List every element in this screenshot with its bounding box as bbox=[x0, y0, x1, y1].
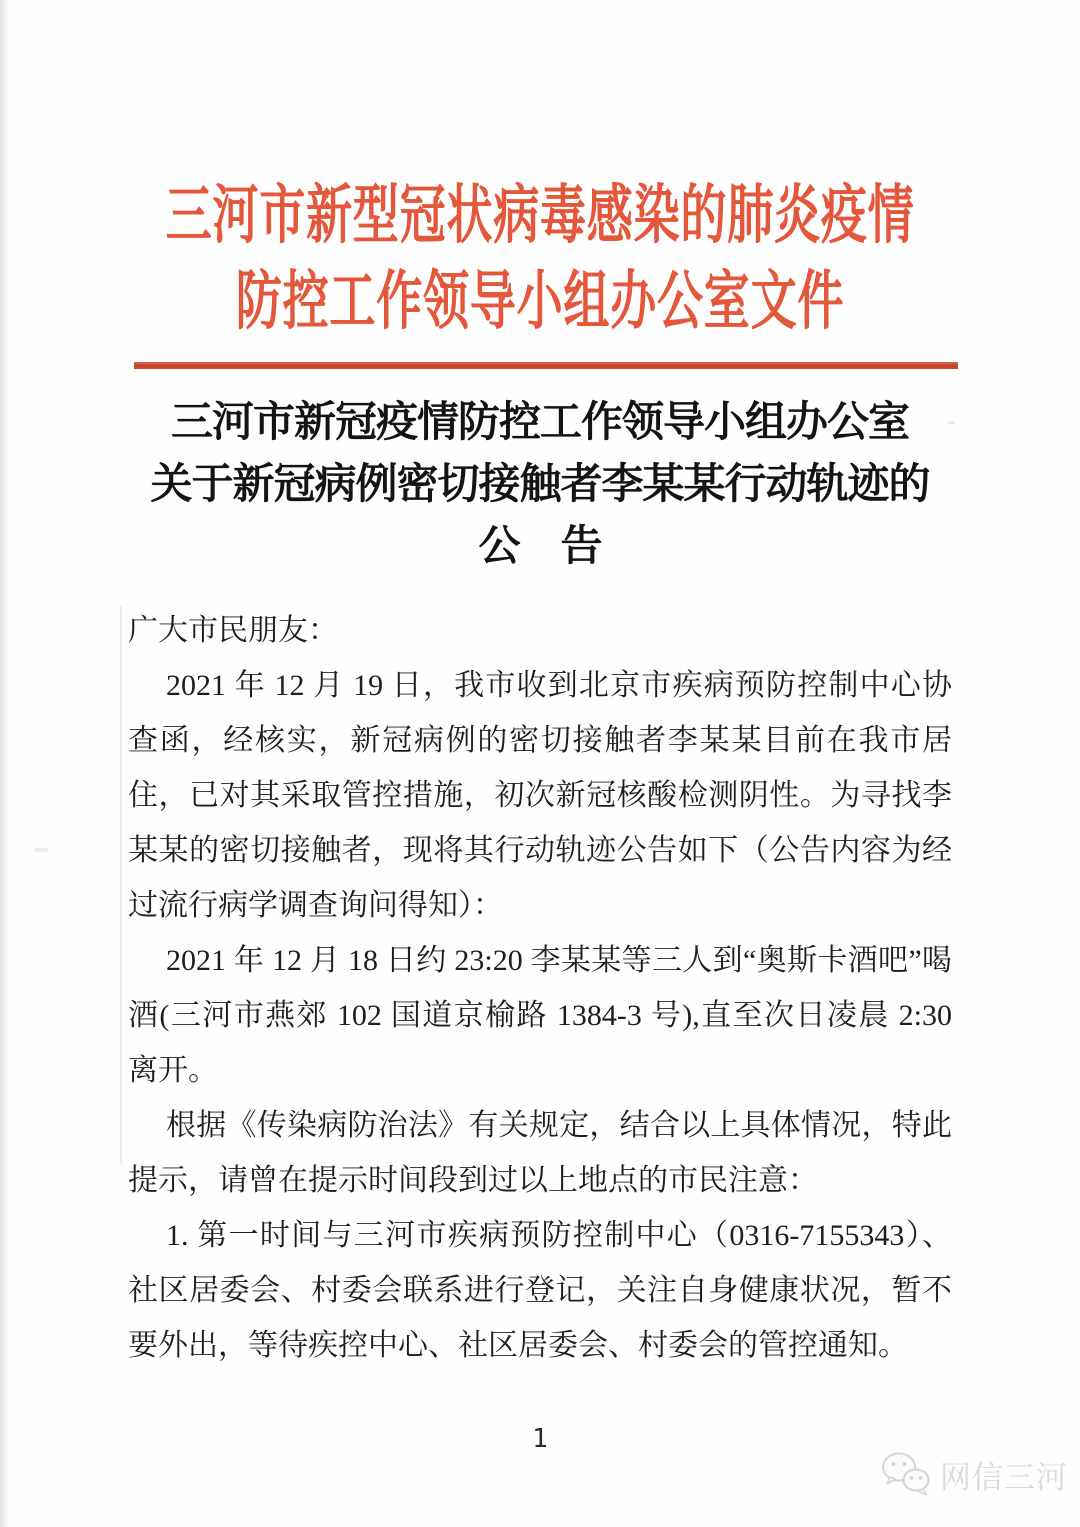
wechat-icon bbox=[880, 1450, 932, 1498]
paragraph-2: 2021 年 12 月 18 日约 23:20 李某某等三人到“奥斯卡酒吧”喝酒(三河市燕郊 102 国道京榆路 1384-3 号),直至次日凌晨 2:30 离开。 bbox=[128, 944, 952, 1087]
letterhead-line1: 三河市新型冠状病毒感染的肺炎疫情 bbox=[165, 179, 915, 251]
letterhead bbox=[151, 172, 929, 344]
scan-edge-shadow bbox=[0, 0, 8, 1527]
document-title bbox=[0, 392, 1080, 578]
scan-artifact-line bbox=[120, 606, 122, 1164]
page-number: 1 bbox=[532, 1424, 548, 1454]
watermark-label: 网信三河 bbox=[940, 1459, 1068, 1495]
document-body bbox=[128, 603, 952, 1373]
paragraph-1: 2021 年 12 月 19 日，我市收到北京市疾病预防控制中心协查函，经核实，新冠病例的密切接触者李某某目前在我市居住，已对其采取管控措施，初次新冠核酸检测阴性。为寻找李某某的密切接触者，现将其行动轨迹公告如下（公告内容为经过流行病学调查询问得知）： bbox=[128, 669, 952, 922]
watermark bbox=[880, 1450, 1068, 1498]
salutation: 广大市民朋友： bbox=[128, 614, 338, 647]
paragraph-4: 1. 第一时间与三河市疾病预防控制中心（0316-7155343）、社区居委会、村委会联系进行登记，关注自身健康状况，暂不要外出，等待疾控中心、社区居委会、村委会的管控通知。 bbox=[128, 1219, 952, 1362]
document-title-line3: 公 告 bbox=[478, 524, 602, 570]
paragraph-3: 根据《传染病防治法》有关规定，结合以上具体情况，特此提示，请曾在提示时间段到过以上地点的市民注意： bbox=[128, 1109, 952, 1197]
letterhead-line2: 防控工作领导小组办公室文件 bbox=[235, 265, 845, 337]
document-title-line1: 三河市新冠疫情防控工作领导小组办公室 bbox=[170, 400, 909, 446]
scan-artifact-speck bbox=[34, 848, 48, 852]
red-divider-rule bbox=[134, 362, 958, 369]
document-title-line2: 关于新冠病例密切接触者李某某行动轨迹的 bbox=[150, 462, 930, 508]
